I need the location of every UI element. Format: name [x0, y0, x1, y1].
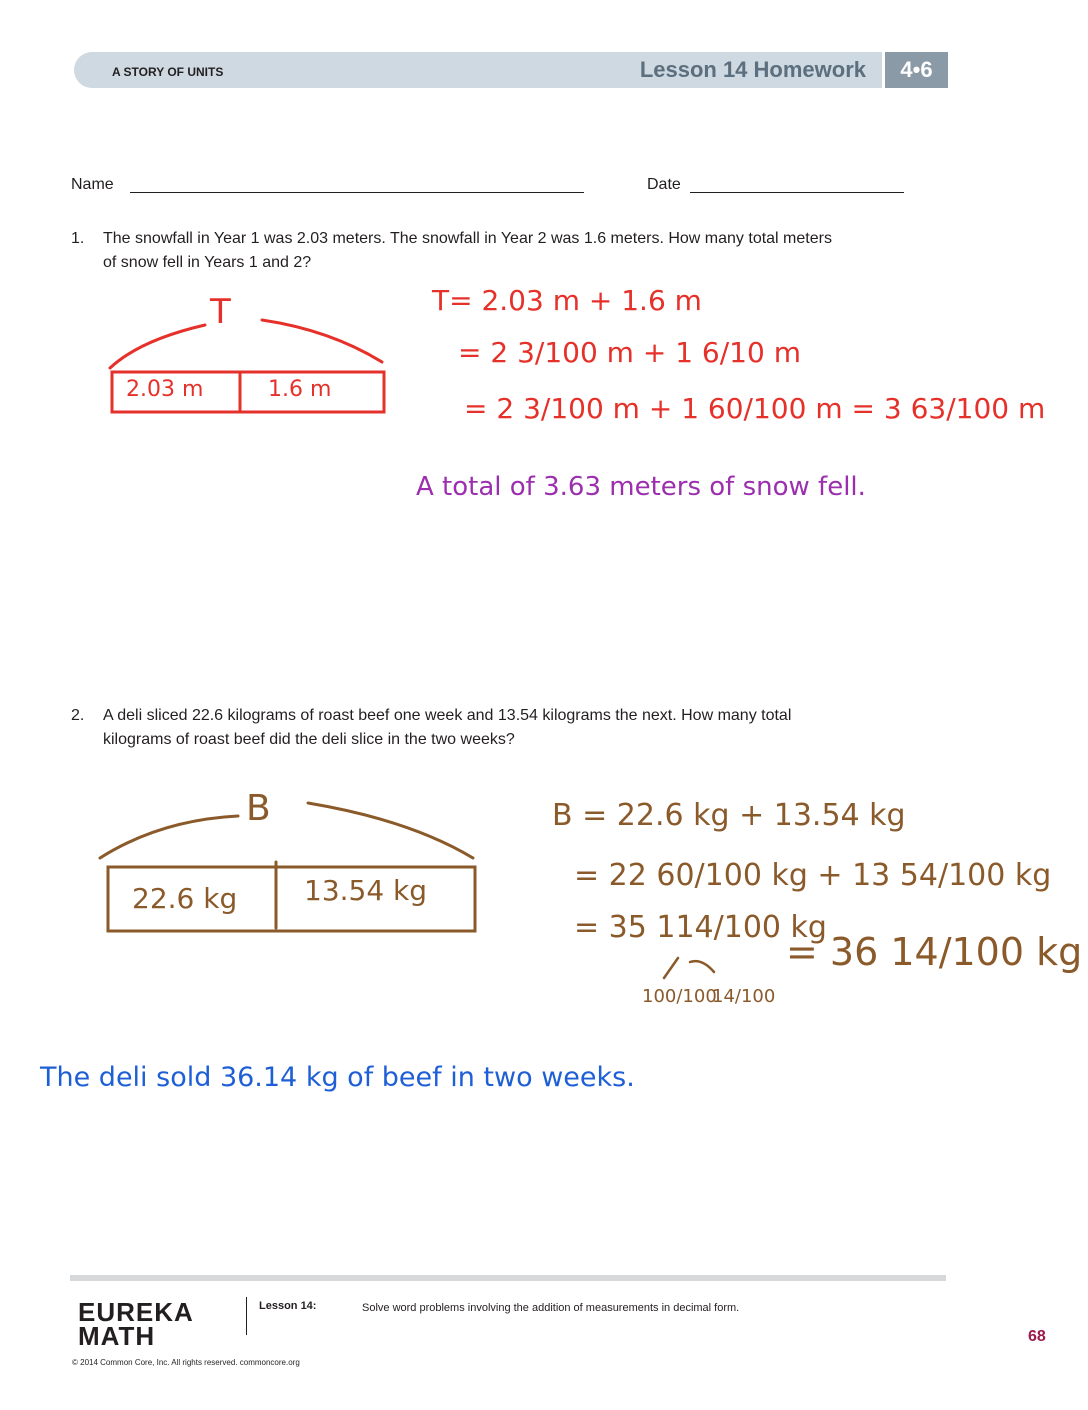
page-number: 68: [1028, 1328, 1046, 1345]
problem-2-text-line1: A deli sliced 22.6 kilograms of roast beef one week and 13.54 kilograms the next. How many total: [103, 707, 792, 724]
problem-1-part2: 1.6 m: [268, 377, 332, 402]
problem-1-work-line1: T= 2.03 m + 1.6 m: [432, 284, 702, 317]
date-label: Date: [647, 176, 681, 193]
problem-2-work-line2: = 22 60/100 kg + 13 54/100 kg: [574, 858, 1052, 893]
problem-2-text-line2: kilograms of roast beef did the deli slice in the two weeks?: [103, 731, 515, 748]
problem-1-text-line1: The snowfall in Year 1 was 2.03 meters. The snowfall in Year 2 was 1.6 meters. How many total meters: [103, 230, 832, 247]
footer-divider: [246, 1297, 247, 1335]
problem-1-work-line2: = 2 3/100 m + 1 6/10 m: [458, 336, 801, 369]
name-label: Name: [71, 176, 114, 193]
problem-1-answer: A total of 3.63 meters of snow fell.: [416, 472, 866, 502]
problem-1-part1: 2.03 m: [126, 377, 204, 402]
grade-badge: 4•6: [885, 52, 948, 88]
problem-2-number: 2.: [71, 707, 85, 724]
problem-2-work-line1: B = 22.6 kg + 13.54 kg: [552, 798, 906, 833]
lesson-title: Lesson 14 Homework: [639, 57, 866, 82]
series-title: A STORY OF UNITS: [112, 65, 224, 79]
problem-1-number: 1.: [71, 230, 85, 247]
logo-line1: EUREKA: [78, 1297, 194, 1327]
logo-line2: MATH: [78, 1321, 156, 1351]
regroup-branch-lines: [664, 958, 714, 978]
footer-description: Solve word problems involving the addition of measurements in decimal form.: [362, 1302, 740, 1314]
problem-1-total-label: T: [210, 292, 231, 332]
problem-2-part2: 13.54 kg: [304, 874, 428, 907]
footer-lesson-label: Lesson 14:: [259, 1300, 317, 1312]
problem-1-text-line2: of snow fell in Years 1 and 2?: [103, 254, 312, 271]
problem-2-total-label: B: [246, 788, 271, 829]
problem-2-work-line3: = 35 114/100 kg: [574, 910, 827, 945]
eureka-math-logo: [78, 1297, 194, 1351]
problem-1-work-line3: = 2 3/100 m + 1 60/100 m = 3 63/100 m: [464, 392, 1046, 425]
problem-2-answer: The deli sold 36.14 kg of beef in two weeks.: [40, 1062, 635, 1093]
problem-2-regroup-right: 14/100: [712, 986, 776, 1007]
copyright: © 2014 Common Core, Inc. All rights reserved. commoncore.org: [72, 1358, 300, 1367]
problem-2-work-line4: = 36 14/100 kg: [786, 930, 1083, 974]
problem-2-regroup-left: 100/100: [642, 986, 717, 1007]
footer-rule: [70, 1275, 946, 1281]
problem-2-part1: 22.6 kg: [132, 882, 238, 915]
